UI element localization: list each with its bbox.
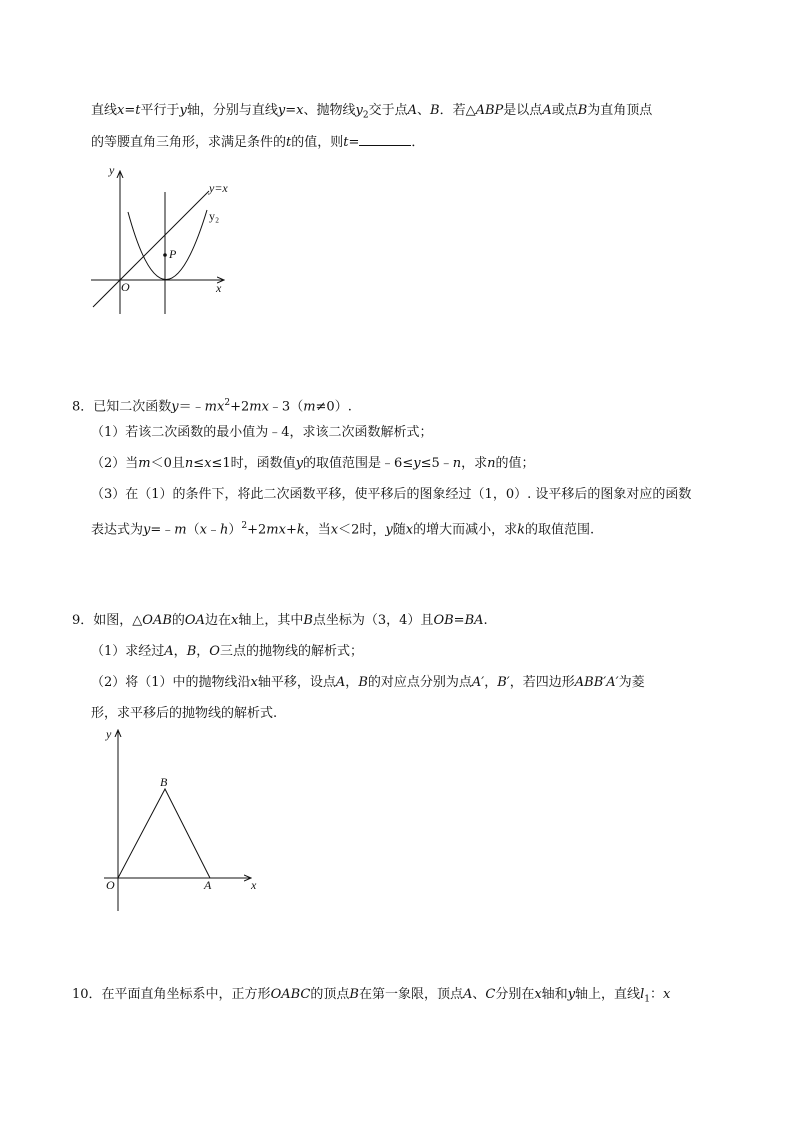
line-y-equals-x: [93, 191, 209, 307]
q7-figure: [85, 162, 250, 322]
point-b-label: B: [160, 775, 168, 789]
q8-stem: 8．已知二次函数$y=﹣mx^2+2mx﹣3(m\ne 0)$.: [72, 398, 352, 415]
point-a-label: A: [204, 878, 212, 892]
q8-part-3: （3）在（1）的条件下，将此二次函数平移，使平移后的图象经过（1，0）. 设平移后的图象对应的函数: [91, 487, 692, 502]
q7-line-2: 的等腰直角三角形，求满足条件的t的值，则t= ．: [91, 135, 425, 150]
origin-label: O: [106, 878, 115, 892]
q9-part-1: （1）求经过A，B，O三点的抛物线的解析式；: [91, 644, 363, 659]
curve-label: y₂: [209, 209, 220, 223]
origin-label: O: [121, 280, 130, 294]
x-axis-label: x: [251, 878, 257, 892]
y-axis-label: y: [106, 727, 112, 741]
point-p-label: P: [169, 247, 177, 261]
q10-stem: 10．在平面直角坐标系中，正方形OABC的顶点B在第一象限，顶点A、C分别在x轴和y轴上，直线$l_1$：x: [72, 987, 671, 1005]
q9-figure: [98, 725, 268, 915]
point-p: [163, 253, 167, 257]
line-label: y=x: [209, 181, 228, 195]
q8-part-2: （2）当m＜0且n≤x≤1时，函数值y的取值范围是﹣6≤y≤5﹣n，求n的值；: [91, 456, 535, 471]
q8-part-1: （1）若该二次函数的最小值为﹣4，求该二次函数解析式；: [91, 425, 433, 440]
answer-blank: [359, 133, 411, 146]
q9-stem: 9．如图，△OAB的OA边在x轴上，其中B点坐标为（3，4）且OB=BA.: [72, 613, 488, 628]
q9-part-2-cont: 形，求平移后的抛物线的解析式.: [91, 706, 278, 721]
x-axis-label: x: [216, 281, 222, 295]
q7-line-1: 直线x=t平行于y轴，分别与直线y=x、抛物线$y_2$交于点A、B．若△ABP是以点A或点B为直角顶点: [91, 103, 653, 121]
q8-part-3-cont: 表达式为y=﹣m（x﹣h）$^2$+2mx+k，当x＜2时，y随x的增大而减小，求k的取值范围.: [91, 521, 595, 538]
y-axis-label: y: [109, 163, 115, 177]
q9-part-2: （2）将（1）中的抛物线沿x轴平移，设点A，B的对应点分别为点A′，B′，若四边形ABB′A′为菱: [91, 675, 645, 690]
triangle-oab: [118, 789, 210, 878]
parabola-y2: [128, 210, 207, 280]
